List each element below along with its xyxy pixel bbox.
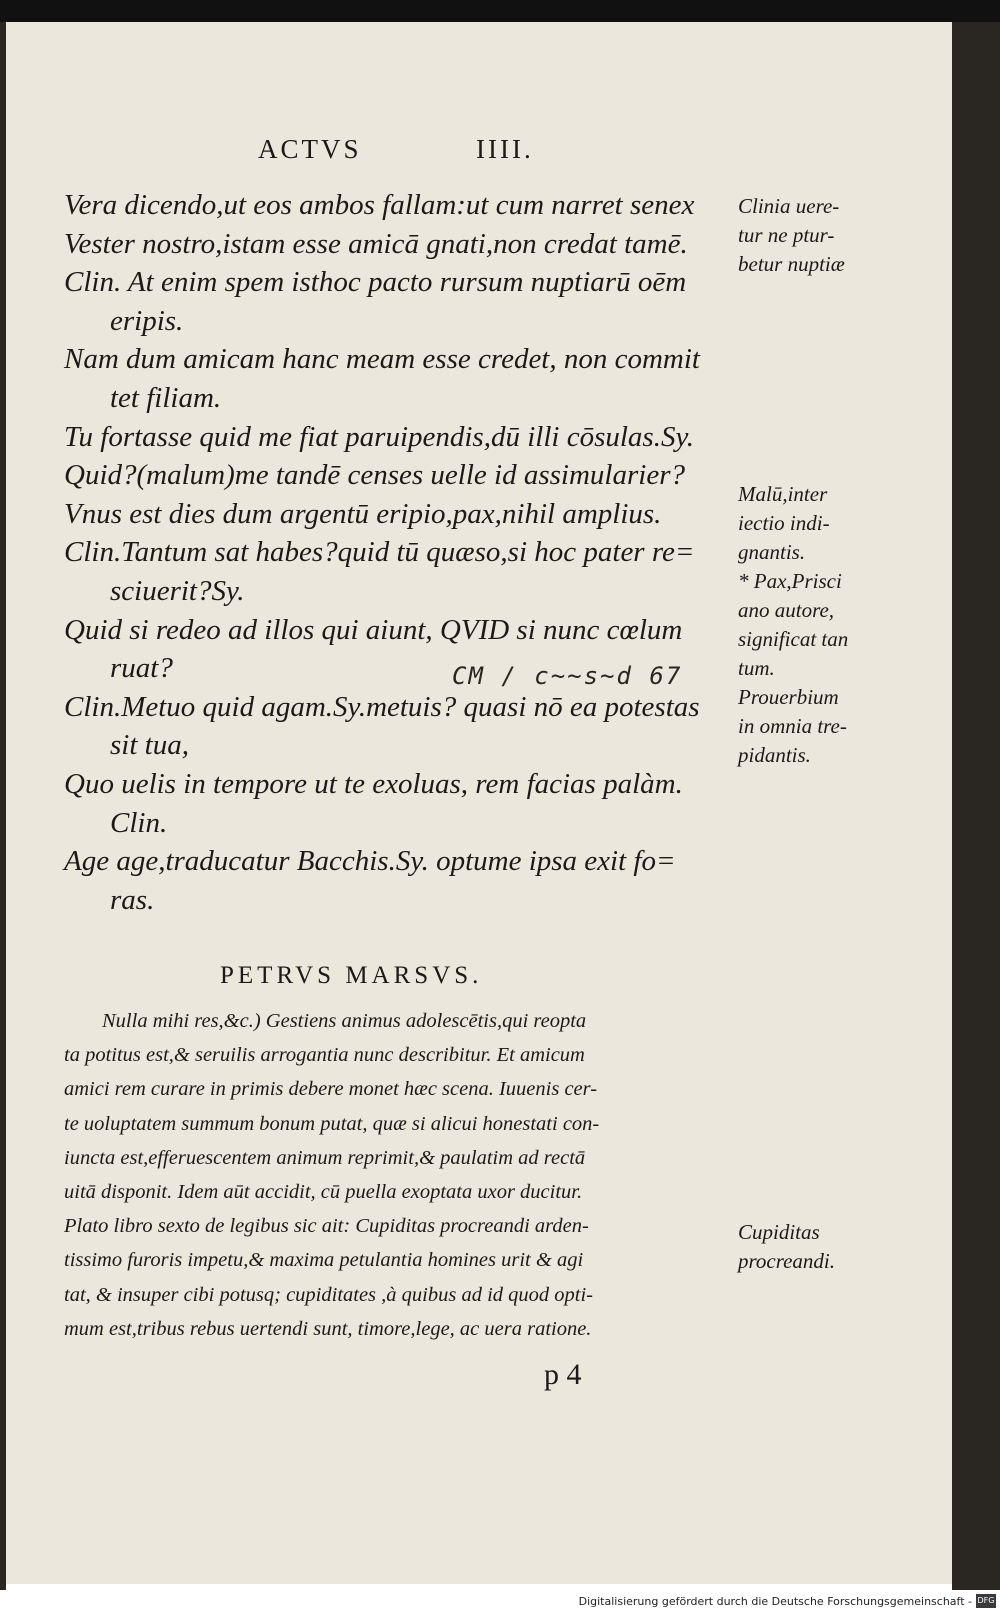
margin-note-line: betur nuptiæ (738, 252, 845, 276)
commentary-line: iuncta est,efferuescentem animum reprimit,& paulatim ad rectā (64, 1146, 586, 1169)
commentary-line: Nulla mihi res,&c.) Gestiens animus adolescētis,qui reopta (102, 1010, 587, 1032)
commentary-line: amici rem curare in primis debere monet hæc scena. Iuuenis cer- (64, 1078, 598, 1101)
verse-line: Clin. At enim spem isthoc pacto rursum nuptiarū oēm (64, 266, 687, 299)
signature-mark: p 4 (544, 1358, 582, 1391)
verse-line: ras. (110, 883, 155, 916)
margin-note-line: pidantis. (738, 743, 811, 767)
margin-note-line: in omnia tre- (738, 714, 847, 738)
verse-line: ruat? (110, 652, 173, 685)
verse-line: Quid?(malum)me tandē censes uelle id assimularier? (64, 459, 685, 492)
verse-line: Quid si redeo ad illos qui aiunt, QVID si nunc cœlum (64, 613, 683, 646)
top-frame-bar (0, 0, 1000, 22)
margin-note-line: procreandi. (738, 1249, 836, 1273)
right-scan-edge (952, 22, 1000, 1590)
margin-note-line: tum. (738, 656, 775, 680)
verse-line: Quo uelis in tempore ut te exoluas, rem facias palàm. (64, 767, 683, 800)
verse-line: Vester nostro,istam esse amicā gnati,non credat tamē. (64, 227, 688, 260)
verse-line: Clin.Tantum sat habes?quid tū quæso,si hoc pater re= (64, 536, 695, 569)
commentary-line: te uoluptatem summum bonum putat, quæ si alicui honestati con- (64, 1112, 600, 1135)
verse-line: sit tua, (110, 729, 189, 762)
commentary-heading: PETRVS MARSVS. (220, 962, 483, 989)
verse-line: Nam dum amicam hanc meam esse credet, non commit (64, 343, 700, 376)
margin-note-line: * Pax,Prisci (738, 569, 842, 593)
running-head-right: IIII. (476, 134, 534, 164)
verse-line: Age age,traducatur Bacchis.Sy. optume ipsa exit fo= (64, 845, 676, 878)
margin-note-clinia (738, 192, 938, 279)
verse-line: Clin.Metuo quid agam.Sy.metuis? quasi nō ea potestas (64, 690, 700, 723)
commentary-text (64, 1004, 734, 1346)
commentary-line: Plato libro sexto de legibus sic ait: Cupiditas procreandi arden- (64, 1215, 589, 1238)
footer-credit: Digitalisierung gefördert durch die Deutsche Forschungsgemeinschaft - (578, 1595, 972, 1608)
handwritten-annotation: CM / c~~s~d 67 (452, 662, 683, 690)
verse-line: Clin. (110, 806, 168, 839)
verse-text (64, 186, 734, 919)
commentary-line: uitā disponit. Idem aūt accidit, cū puella exoptata uxor ducitur. (64, 1180, 583, 1203)
book-page (6, 22, 952, 1584)
margin-note-line: ano autore, (738, 598, 835, 622)
running-head-left: ACTVS (258, 134, 362, 164)
verse-line: Vera dicendo,ut eos ambos fallam:ut cum narret senex (64, 189, 695, 221)
commentary-line: tissimo furoris impetu,& maxima petulantia homines urit & agi (64, 1249, 584, 1272)
commentary-line: mum est,tribus rebus uertendi sunt, timore,lege, ac uera ratione. (64, 1317, 592, 1340)
margin-note-line: tur ne ptur- (738, 223, 835, 247)
verse-line: eripis. (110, 304, 184, 337)
margin-note-line: Prouerbium (738, 685, 839, 709)
verse-line: Tu fortasse quid me fiat paruipendis,dū illi cōsulas.Sy. (64, 420, 694, 453)
margin-note-line: Malū,inter (738, 482, 828, 506)
commentary-line: ta potitus est,& seruilis arrogantia nunc describitur. Et amicum (64, 1044, 585, 1067)
dfg-logo: DFG (976, 1594, 996, 1608)
margin-note-line: Clinia uere- (738, 194, 840, 218)
margin-note-line: gnantis. (738, 540, 806, 564)
margin-note-cupiditas (738, 1218, 938, 1276)
verse-line: tet filiam. (110, 381, 222, 414)
margin-note-line: iectio indi- (738, 511, 830, 535)
margin-note-malum (738, 480, 938, 770)
verse-line: Vnus est dies dum argentū eripio,pax,nihil amplius. (64, 497, 662, 530)
commentary-line: tat, & insuper cibi potusq; cupiditates ,à quibus ad id quod opti- (64, 1283, 593, 1306)
margin-note-line: Cupiditas (738, 1220, 820, 1244)
verse-line: sciuerit?Sy. (110, 574, 245, 607)
footer (0, 1590, 1000, 1616)
margin-note-line: significat tan (738, 627, 849, 651)
